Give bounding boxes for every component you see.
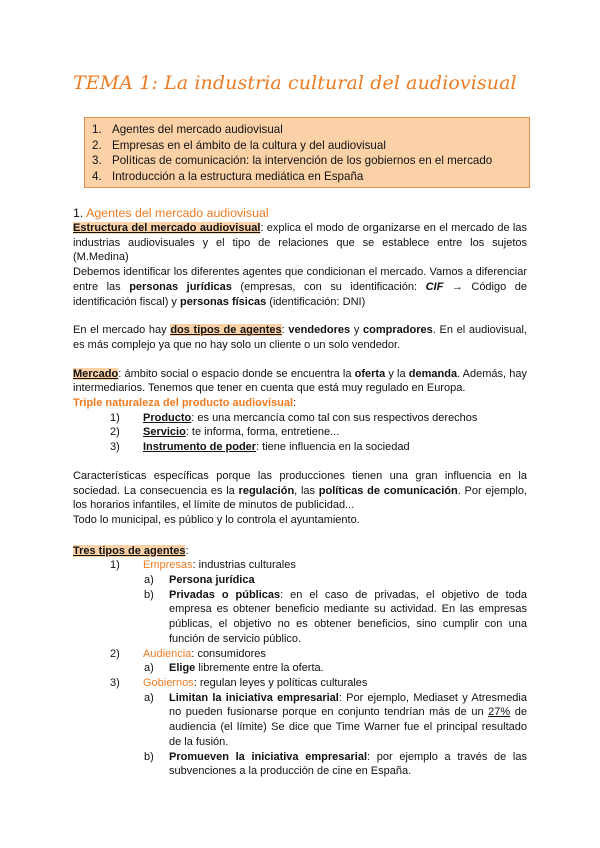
sublist-audiencia [144, 661, 527, 676]
toc-item: 1. Agentes del mercado audiovisual [92, 123, 283, 136]
sublist-empresas [144, 573, 527, 647]
list-item: a) Limitan la iniciativa empresarial: Por ejemplo, Mediaset y Atresmedia no pueden fusionarse porque en conjunto tendrían más de un 27% de audiencia (el límite) Se dice que Time Warner fue el principal resultado de la fusión. [144, 691, 527, 748]
list-item: 3) Gobiernos: regulan leyes y políticas culturales [110, 676, 368, 689]
list-item: 2) Audiencia: consumidores [110, 647, 266, 660]
triple-heading: Triple naturaleza del producto audiovisual: [73, 397, 297, 410]
list-item: 3) Instrumento de poder: tiene influencia en la sociedad [110, 441, 410, 454]
paragraph-municipal: Todo lo municipal, es público y lo controla el ayuntamiento. [73, 513, 360, 526]
toc-item: 3. Políticas de comunicación: la intervención de los gobiernos en el mercado [92, 154, 493, 168]
section-heading: 1. Agentes del mercado audiovisual [73, 206, 269, 220]
triple-list [110, 411, 527, 455]
page-title: TEMA 1: La industria cultural del audiovisual [73, 72, 517, 94]
toc-item: 2. Empresas en el ámbito de la cultura y del audiovisual [92, 138, 386, 152]
list-item: b) Promueven la iniciativa empresarial: por ejemplo a través de las subvenciones a la producción de cine en España. [144, 750, 527, 778]
paragraph-agentes: Debemos identificar los diferentes agentes que condicionan el mercado. Vamos a diferenciar entre las personas jurídicas (empresas, con su identificación: CIF → Código de identificación fiscal) y personas físicas (identificación: DNI) [73, 266, 527, 308]
list-item: a) Elige libremente entre la oferta. [144, 662, 324, 675]
paragraph-estructura: Estructura del mercado audiovisual: explica el modo de organizarse en el mercado de las industrias audiovisuales y el tipo de relaciones que se establece entre los sujetos (M.Medina) [73, 222, 527, 264]
list-item: 1) Empresas: industrias culturales [110, 559, 296, 572]
table-of-contents [84, 117, 530, 188]
sublist-gobiernos [144, 691, 527, 779]
list-item: 2) Servicio: te informa, forma, entretiene... [110, 426, 340, 439]
list-item: a) Persona jurídica [144, 574, 255, 587]
paragraph-mercado: Mercado: ámbito social o espacio donde se encuentra la oferta y la demanda. Además, hay intermediarios. Tenemos que tener en cuenta que está muy regulado en Europa. [73, 367, 527, 395]
tres-heading: Tres tipos de agentes: [73, 544, 189, 557]
agents-list [110, 558, 527, 573]
toc-item: 4. Introducción a la estructura mediática en España [92, 170, 364, 184]
document-body [73, 202, 527, 779]
list-item: b) Privadas o públicas: en el caso de privadas, el objetivo de toda empresa es obtener beneficio mediante su actividad. En las empresas públicas, el objetivo no es obtener beneficios, sino cumplir con una función de servicio público. [144, 588, 527, 645]
paragraph-tipos-agentes: En el mercado hay dos tipos de agentes: vendedores y compradores. En el audiovisual, es más complejo ya que no hay solo un cliente o un solo vendedor. [73, 324, 527, 351]
list-item: 1) Producto: es una mercancía como tal con sus respectivos derechos [110, 411, 478, 424]
paragraph-caracteristicas: Características específicas porque las producciones tienen una gran influencia en la sociedad. La consecuencia es la regulación, las políticas de comunicación. Por ejemplo, los horarios infantiles, el límite de minutos de publicidad... [73, 469, 527, 512]
